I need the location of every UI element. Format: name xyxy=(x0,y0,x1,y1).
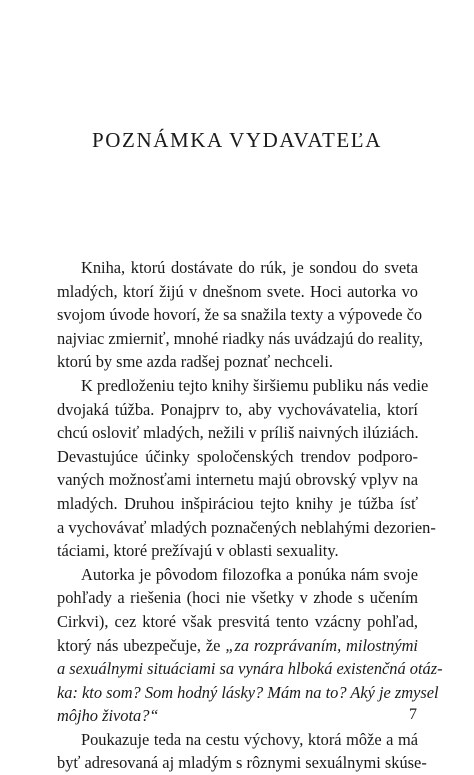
paragraph-2 xyxy=(57,374,436,563)
text-line: Kniha, ktorú dostávate do rúk, je sondou do sveta xyxy=(81,258,418,277)
page-title: POZNÁMKA VYDAVATEĽA xyxy=(91,128,383,152)
paragraph-4 xyxy=(57,728,427,775)
text-line: mladých. Druhou inšpiráciou tejto knihy je túžba ísť xyxy=(57,493,418,513)
quote-line xyxy=(57,681,439,705)
text-line: najviac zmierniť, mnohé riadky nás uvádzajú do reality, xyxy=(57,328,423,348)
text-line: K predloženiu tejto knihy širšiemu publiku nás vedie xyxy=(81,375,429,395)
text-line: Poukazuje teda na cestu výchovy, ktorá môže a má xyxy=(81,729,418,749)
paragraph-1 xyxy=(57,256,423,374)
text-segment: ktorý nás ubezpečuje, že xyxy=(57,635,221,655)
text-line: chcú osloviť mladých, nežili v príliš naivných ilúziách. xyxy=(57,423,419,443)
quote-segment: ka: kto som? Som hodný lásky? Mám na to? Aký je zmysel xyxy=(57,682,439,702)
body-text xyxy=(57,256,443,775)
text-line: a vychovávať mladých poznačených neblahými dezorien- xyxy=(57,517,436,537)
text-line: táciami, ktoré prežívajú v oblasti sexuality. xyxy=(57,541,339,561)
paragraph-3 xyxy=(57,563,443,728)
text-line: pohľady a riešenia (hoci nie všetky v zhode s učením xyxy=(57,588,418,608)
text-line: Autorka je pôvodom filozofka a ponúka nám svoje xyxy=(81,564,418,584)
quote-segment: môjho života?“ xyxy=(57,706,159,726)
text-line: vaných možnosťami internetu majú obrovský vplyv na xyxy=(57,470,418,490)
text-line: mladých, ktorí žijú v dnešnom svete. Hoci autorka vo xyxy=(57,281,418,301)
quote-line xyxy=(57,704,418,728)
text-line: ktorú by sme azda radšej poznať nechceli. xyxy=(57,352,333,372)
text-line-mixed xyxy=(57,634,418,658)
text-line: Devastujúce účinky spoločenských trendov podporo- xyxy=(57,446,418,466)
quote-line xyxy=(57,657,443,681)
text-line: byť adresovaná aj mladým s rôznymi sexuálnymi skúse- xyxy=(57,753,427,773)
quote-segment: a sexuálnymi situáciami sa vynára hlboká existenčná otáz- xyxy=(57,659,443,679)
quote-segment: „za rozprávaním, milostnými xyxy=(225,635,418,655)
text-line: Cirkvi), cez ktoré však presvitá tento vzácny pohľad, xyxy=(57,611,418,631)
text-line: svojom úvode hovorí, že sa snažila texty a výpovede čo xyxy=(57,305,423,325)
text-line: dvojaká túžba. Ponajprv to, aby vychovávatelia, ktorí xyxy=(57,399,418,419)
page-number: 7 xyxy=(409,706,417,723)
